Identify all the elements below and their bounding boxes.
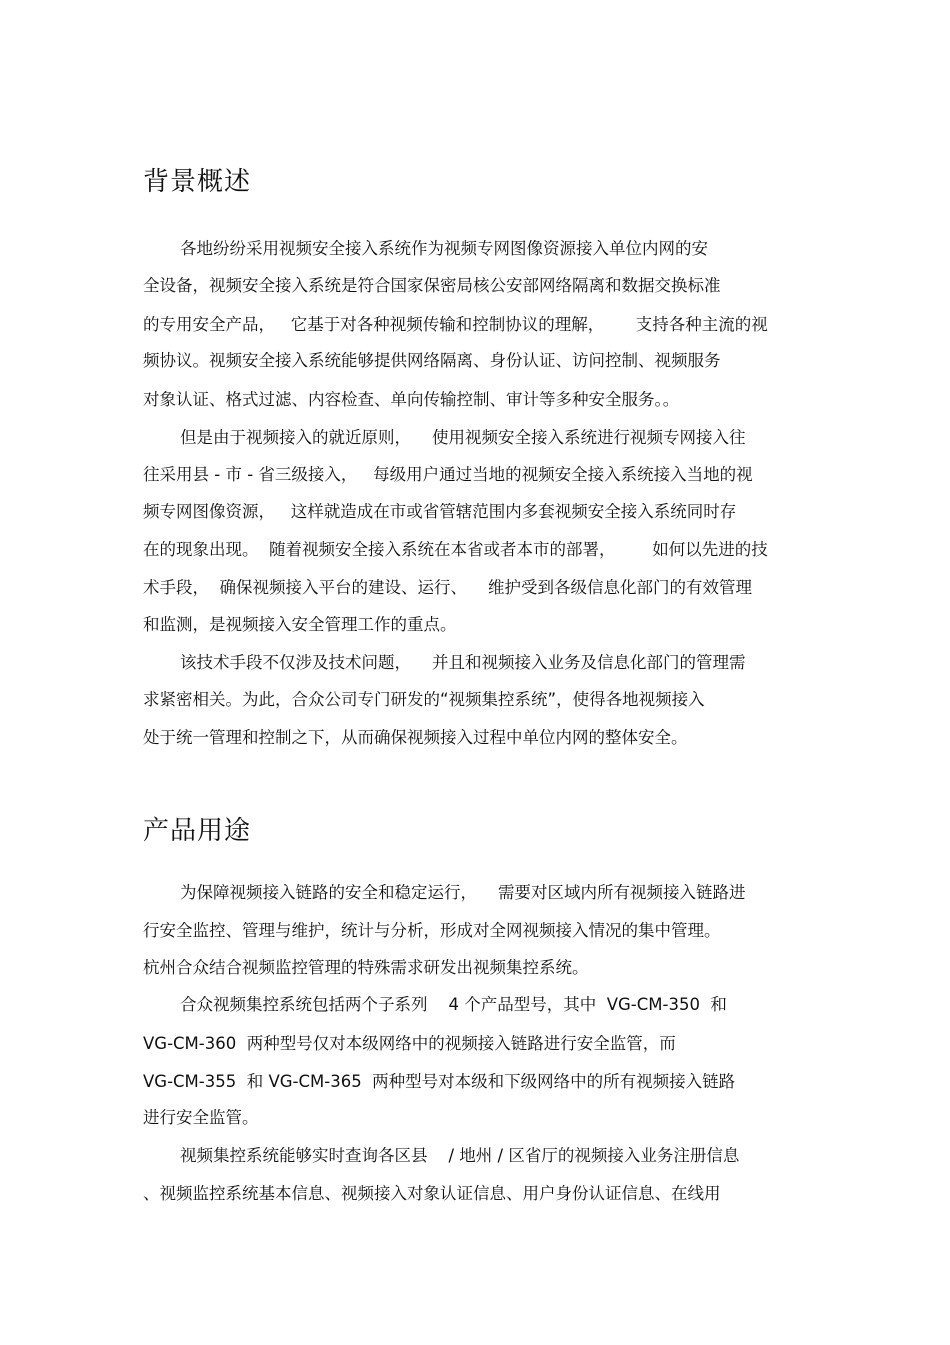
paragraph-line: 全设备，视频安全接入系统是符合国家保密局核公安部网络隔离和数据交换标准	[143, 276, 721, 295]
paragraph-line: 行安全监控、管理与维护，统计与分析，形成对全网视频接入情况的集中管理。	[143, 921, 721, 940]
paragraph-line: 视频集控系统能够实时查询各区县 / 地州 / 区省厅的视频接入业务注册信息	[180, 1146, 740, 1165]
paragraph-line: 为保障视频接入链路的安全和稳定运行， 需要对区域内所有视频接入链路进	[180, 883, 746, 902]
paragraph-line: 在的现象出现。 随着视频安全接入系统在本省或者本市的部署， 如何以先进的技	[143, 540, 768, 559]
paragraph-line: 合众视频集控系统包括两个子系列 4 个产品型号，其中 VG-CM-350 和	[180, 995, 727, 1014]
paragraph-line: VG-CM-355 和 VG-CM-365 两种型号对本级和下级网络中的所有视频接入链路	[143, 1072, 736, 1091]
paragraph-line: 频协议。视频安全接入系统能够提供网络隔离、身份认证、访问控制、视频服务	[143, 351, 721, 370]
paragraph-line: 处于统一管理和控制之下，从而确保视频接入过程中单位内网的整体安全。	[143, 728, 688, 747]
paragraph-line: 该技术手段不仅涉及技术问题， 并且和视频接入业务及信息化部门的管理需	[180, 653, 746, 672]
paragraph-line: 和监测，是视频接入安全管理工作的重点。	[143, 615, 457, 634]
paragraph-line: 频专网图像资源， 这样就造成在市或省管辖范围内多套视频安全接入系统同时存	[143, 502, 737, 521]
paragraph-line: 、视频监控系统基本信息、视频接入对象认证信息、用户身份认证信息、在线用	[143, 1184, 721, 1203]
paragraph-line: 术手段， 确保视频接入平台的建设、运行、 维护受到各级信息化部门的有效管理	[143, 578, 752, 597]
paragraph-line: 对象认证、格式过滤、内容检查、单向传输控制、审计等多种安全服务。。	[143, 390, 680, 409]
paragraph-line: 求紧密相关。为此，合众公司专门研发的“视频集控系统”，使得各地视频接入	[143, 690, 705, 709]
paragraph-line: 进行安全监管。	[143, 1108, 259, 1127]
paragraph-line: 杭州合众结合视频监控管理的特殊需求研发出视频集控系统。	[143, 958, 589, 977]
section-heading-product-usage: 产品用途	[143, 816, 252, 846]
paragraph-line: 的专用安全产品， 它基于对各种视频传输和控制协议的理解， 支持各种主流的视	[143, 315, 768, 334]
paragraph-line: 但是由于视频接入的就近原则， 使用视频安全接入系统进行视频专网接入往	[180, 428, 746, 447]
paragraph-line: VG-CM-360 两种型号仅对本级网络中的视频接入链路进行安全监管，而	[143, 1034, 676, 1053]
paragraph-line: 各地纷纷采用视频安全接入系统作为视频专网图像资源接入单位内网的安	[180, 239, 708, 258]
paragraph-line: 往采用县 - 市 - 省三级接入， 每级用户通过当地的视频安全接入系统接入当地的视	[143, 465, 753, 484]
section-heading-background: 背景概述	[143, 167, 252, 197]
